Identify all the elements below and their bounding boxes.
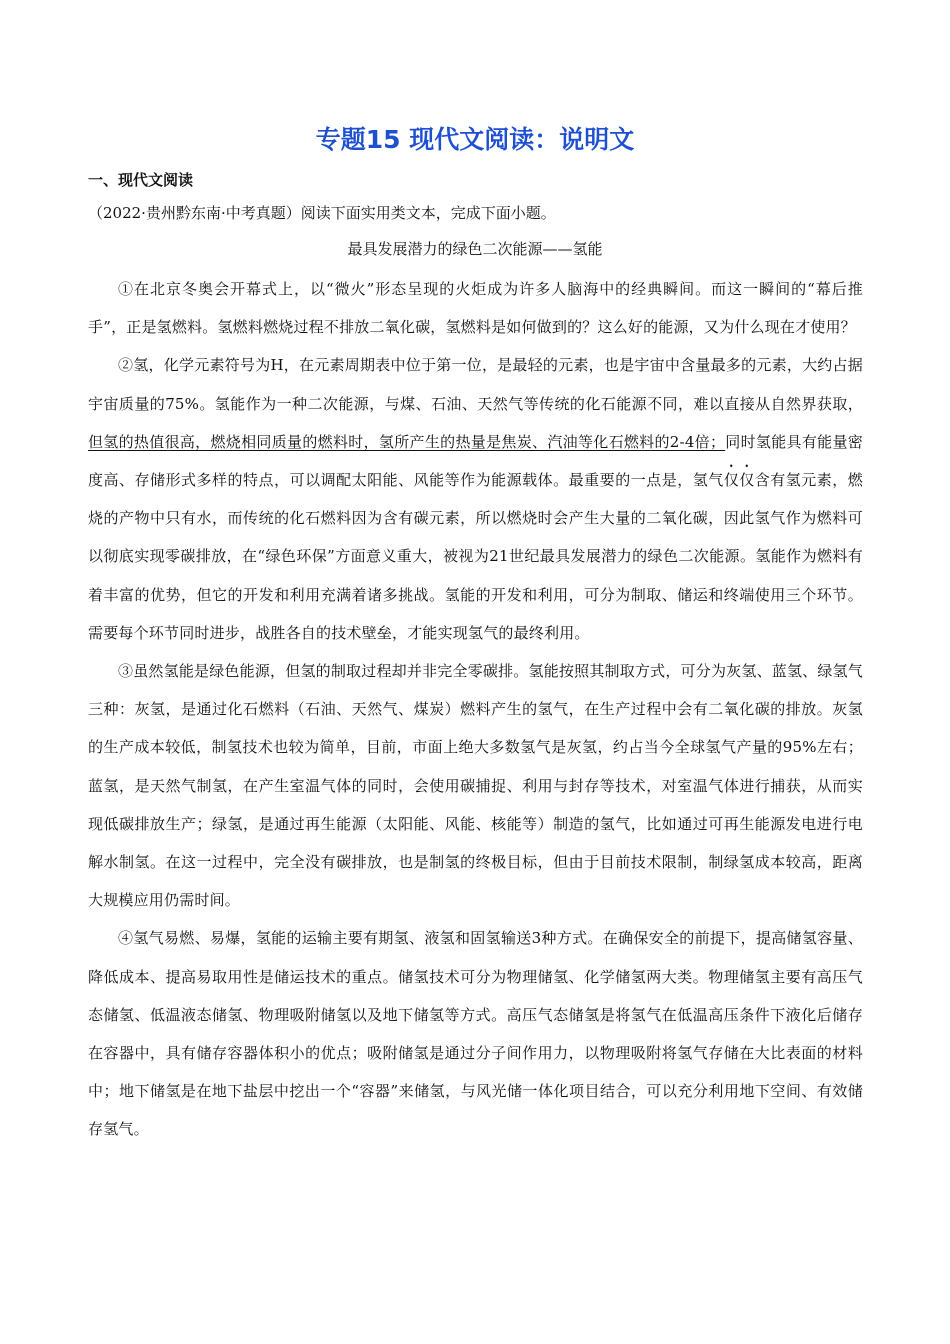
underlined-sentence: 但氢的热值很高，燃烧相同质量的燃料时，氢所产生的热量是焦炭、汽油等化石燃料的2-4倍；: [88, 432, 726, 451]
paragraph-2-part-a: ②氢，化学元素符号为H，在元素周期表中位于第一位，是最轻的元素，也是宇宙中含量最多的元素，大约占据宇宙质量的75%。氢能作为一种二次能源，与煤、石油、天然气等传统的化石能源不同，难以直接从自然界获取，: [88, 356, 863, 413]
paragraph-1: ①在北京冬奥会开幕式上，以“微火”形态呈现的火炬成为许多人脑海中的经典瞬间。而这一瞬间的“幕后推手”，正是氢燃料。氢燃料燃烧过程不排放二氧化碳，氢燃料是如何做到的？这么好的能源，又为什么现在才使用？: [88, 280, 863, 337]
page-title: 专题15 现代文阅读：说明文: [315, 125, 635, 154]
article-title: 最具发展潜力的绿色二次能源——氢能: [347, 240, 603, 258]
paragraph-2-part-c: 含有氢元素，燃烧的产物中只有水，而传统的化石燃料因为含有碳元素，所以燃烧时会产生大量的二氧化碳，因此氢气作为燃料可以彻底实现零碳排放，在“绿色环保”方面意义重大，被视为21世纪最具发展潜力的绿色二次能源。氢能作为燃料有着丰富的优势，但它的开发和利用充满着诸多挑战。氢能的开发和利用，可分为制取、储运和终端使用三个环节。需要每个环节同时进步，战胜各自的技术壁垒，才能实现氢气的最终利用。: [88, 471, 863, 642]
question-source: （2022·贵州黔东南·中考真题）阅读下面实用类文本，完成下面小题。: [88, 204, 556, 222]
section-heading: 一、现代文阅读: [88, 171, 194, 189]
emphasized-word: 仅仅: [723, 471, 755, 490]
paragraph-2-part-b: 同时氢能具有能量密度高、存储形式多样的特点，可以调配太阳能、风能等作为能源载体。最重要的一点是，氢气: [88, 432, 863, 490]
paragraph-3: ③虽然氢能是绿色能源，但氢的制取过程却并非完全零碳排。氢能按照其制取方式，可分为灰氢、蓝氢、绿氢气三种：灰氢，是通过化石燃料（石油、天然气、煤炭）燃料产生的氢气，在生产过程中会有二氧化碳的排放。灰氢的生产成本较低，制氢技术也较为简单，目前，市面上绝大多数氢气是灰氢，约占当今全球氢气产量的95%左右；蓝氢，是天然气制氢，在产生室温气体的同时，会使用碳捕捉、利用与封存等技术，对室温气体进行捕获，从而实现低碳排放生产；绿氢，是通过再生能源（太阳能、风能、核能等）制造的氢气，比如通过可再生能源发电进行电解水制氢。在这一过程中，完全没有碳排放，也是制氢的终极目标，但由于目前技术限制，制绿氢成本较高，距离大规模应用仍需时间。: [88, 662, 863, 910]
article-body: [88, 270, 863, 1149]
paragraph-4: ④氢气易燃、易爆，氢能的运输主要有期氢、液氢和固氢输送3种方式。在确保安全的前提下，提高储氢容量、降低成本、提高易取用性是储运技术的重点。储氢技术可分为物理储氢、化学储氢两大类。物理储氢主要有高压气态储氢、低温液态储氢、物理吸附储氢以及地下储氢等方式。高压气态储氢是将氢气在低温高压条件下液化后储存在容器中，具有储存容器体积小的优点；吸附储氢是通过分子间作用力，以物理吸附将氢气存储在大比表面的材料中；地下储氢是在地下盐层中挖出一个“容器”来储氢，与风光储一体化项目结合，可以充分利用地下空间、有效储存氢气。: [88, 929, 863, 1139]
paragraph-2: [88, 346, 863, 652]
